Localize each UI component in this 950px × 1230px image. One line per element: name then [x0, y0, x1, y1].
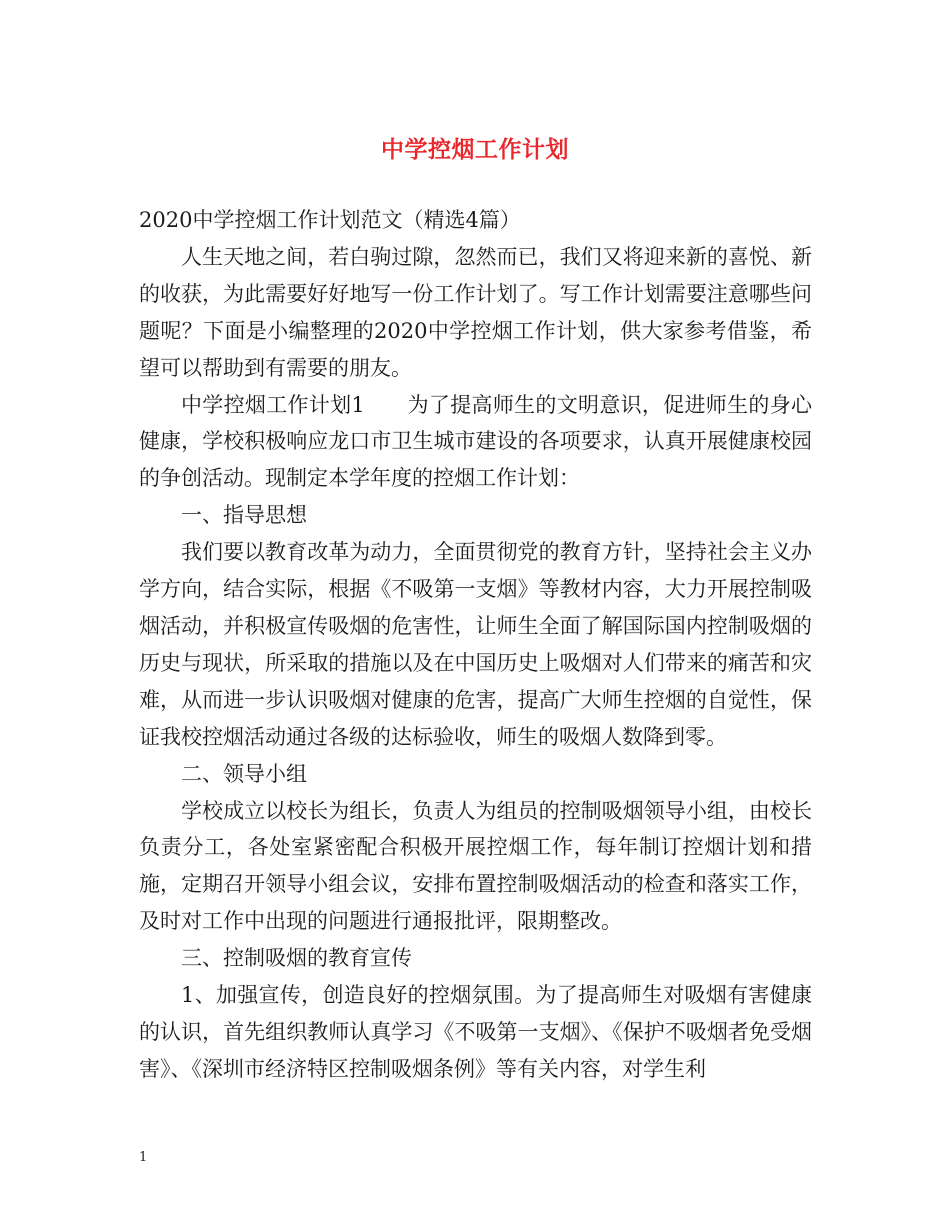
section-heading-guiding-ideology: 一、指导思想	[181, 503, 307, 528]
paragraph-leadership-group: 学校成立以校长为组长，负责人为组员的控制吸烟领导小组，由校长负责分工，各处室紧密配合积极开展控烟工作，每年制订控烟计划和措施，定期召开领导小组会议，安排布置控制吸烟活动的检查和落实工作，及时对工作中出现的问题进行通报批评，限期整改。	[139, 798, 812, 934]
paragraph-plan-1: 中学控烟工作计划1 为了提高师生的文明意识，促进师生的身心健康，学校积极响应龙口市卫生城市建设的各项要求，认真开展健康校园的争创活动。现制定本学年度的控烟工作计划：	[139, 392, 812, 491]
document-subtitle: 2020中学控烟工作计划范文（精选4篇）	[139, 208, 521, 232]
section-heading-education-publicity: 三、控制吸烟的教育宣传	[181, 946, 412, 971]
paragraph-intro: 人生天地之间，若白驹过隙，忽然而已，我们又将迎来新的喜悦、新的收获，为此需要好好地写一份工作计划了。写工作计划需要注意哪些问题呢？下面是小编整理的2020中学控烟工作计划，供大家参考借鉴，希望可以帮助到有需要的朋友。	[139, 244, 812, 380]
section-heading-leadership-group: 二、领导小组	[181, 761, 307, 786]
page-number: 1	[139, 1150, 148, 1165]
document-title: 中学控烟工作计划	[381, 136, 569, 163]
paragraph-education-publicity: 1、加强宣传，创造良好的控烟氛围。为了提高师生对吸烟有害健康的认识，首先组织教师认真学习《不吸第一支烟》、《保护不吸烟者免受烟害》、《深圳市经济特区控制吸烟条例》等有关内容，对学生利	[139, 983, 812, 1081]
document-body	[139, 202, 812, 1088]
paragraph-guiding-ideology: 我们要以教育改革为动力，全面贯彻党的教育方针，坚持社会主义办学方向，结合实际，根据《不吸第一支烟》等教材内容，大力开展控制吸烟活动，并积极宣传吸烟的危害性，让师生全面了解国际国内控制吸烟的历史与现状，所采取的措施以及在中国历史上吸烟对人们带来的痛苦和灾难，从而进一步认识吸烟对健康的危害，提高广大师生控烟的自觉性，保证我校控烟活动通过各级的达标验收，师生的吸烟人数降到零。	[139, 540, 812, 749]
